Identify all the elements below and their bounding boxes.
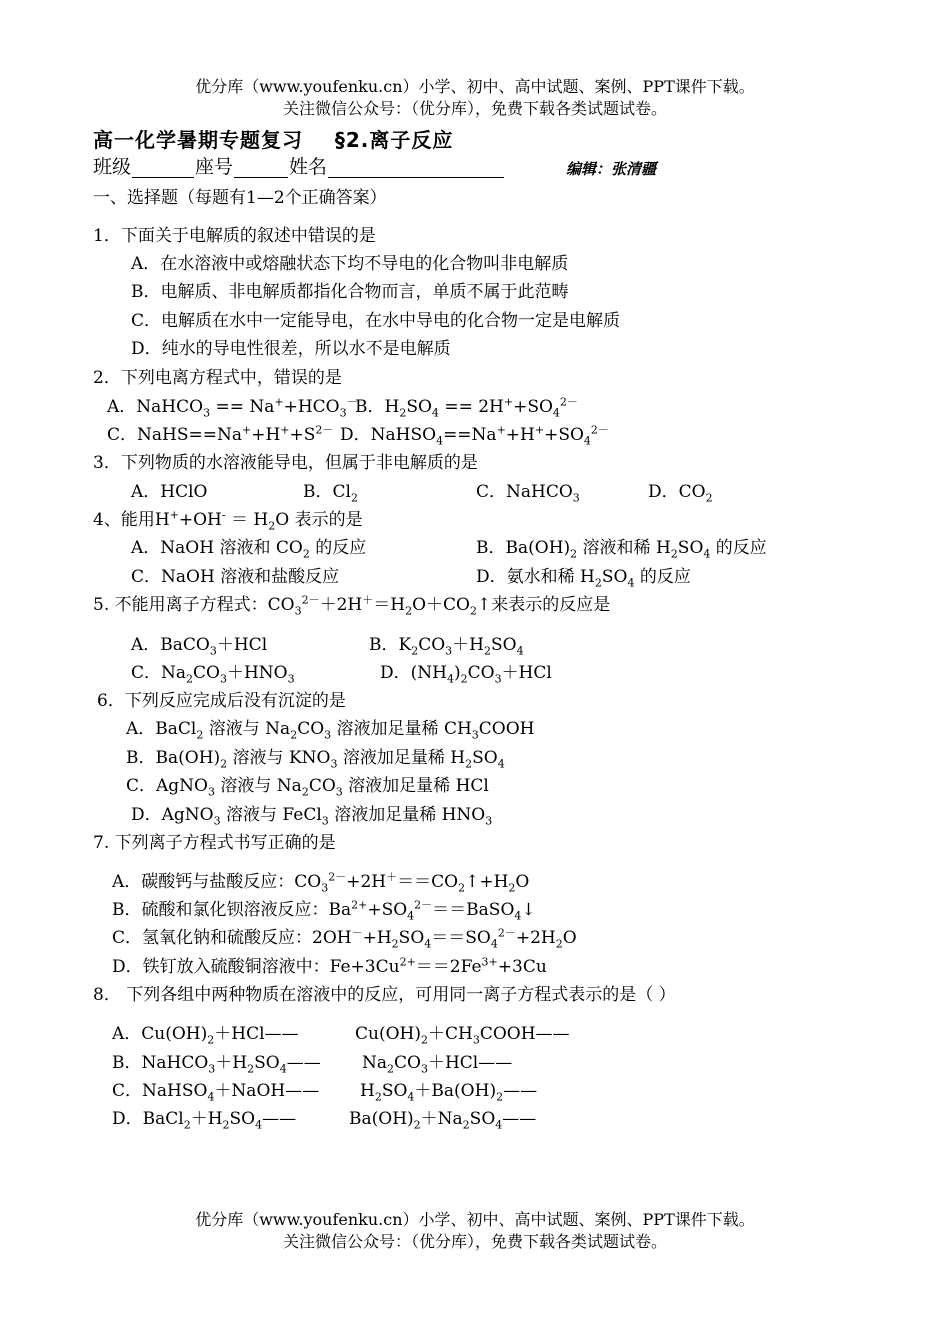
question-6-option-a: A．BaCl$_2$ 溶液与 $Na_2CO_3$ 溶液加足量稀 $CH_3COOH$	[126, 719, 535, 742]
question-8-option-c-left: C．NaHSO$_4$＋NaOH——	[112, 1081, 320, 1104]
question-2-option-b: B．$H_2SO_4 == 2H^++SO_4^{2-}$	[355, 395, 578, 420]
seat-blank[interactable]	[234, 157, 288, 178]
question-2-option-c: C．$NaHS==Na^++H^++S^{2-}$	[107, 423, 334, 445]
question-3-option-d: D．$CO_2$	[648, 482, 713, 505]
question-7-option-a: A．碳酸钙与盐酸反应：$CO_3^{2-}+2H^+==CO_2↑+H_2O$	[112, 870, 530, 895]
question-3-option-b: B．$Cl_2$	[303, 482, 358, 505]
editor-credit: 编辑：张清疆	[566, 160, 657, 178]
question-4-option-a: A．NaOH 溶液和 $CO_2$ 的反应	[131, 538, 367, 561]
question-5-option-d: D．$(NH_4)_2CO_3+HCl$	[380, 663, 552, 686]
header-line-2: 关注微信公众号：（优分库），免费下载各类试题试卷。	[282, 99, 667, 118]
question-6-option-b: B．$Ba(OH)_2$ 溶液与 $KNO_3$ 溶液加足量稀 $H_2SO_4$	[126, 748, 505, 771]
footer-line-1: 优分库（www.youfenku.cn）小学、初中、高中试题、案例、PPT课件下载。	[195, 1210, 755, 1229]
question-8-option-d-left: D．$BaCl_2+H_2SO_4——$	[112, 1109, 297, 1132]
question-1-stem: 1．下面关于电解质的叙述中错误的是	[93, 226, 376, 246]
seat-label: 座号	[195, 156, 234, 178]
question-8-option-a-right: $Cu(OH)_2+CH_3COOH——$	[355, 1024, 570, 1047]
question-3-option-c: C．NaHCO$_3$	[476, 482, 580, 505]
question-1-option-b: B．电解质、非电解质都指化合物而言，单质不属于此范畴	[131, 282, 569, 302]
section-heading: 一、选择题（每题有1—2个正确答案）	[93, 188, 387, 208]
name-label: 姓名	[289, 156, 328, 178]
question-4-option-b: B．$Ba(OH)_2$ 溶液和稀 $H_2SO_4$ 的反应	[476, 538, 767, 561]
class-label: 班级	[93, 156, 132, 178]
question-7-option-c: C．氢氧化钠和硫酸反应：$2OH^-+H_2SO_4==SO_4^{2-}+2H_2O$	[112, 926, 577, 951]
page-title	[93, 129, 453, 151]
question-8-option-a-left: A．$Cu(OH)_2+HCl——$	[112, 1024, 299, 1047]
question-8-stem: 8． 下列各组中两种物质在溶液中的反应，可用同一离子方程式表示的是（ ）	[93, 985, 676, 1005]
question-4-stem: 4、能用$H^++OH^- = H_2O$ 表示的是	[93, 508, 363, 533]
title-section: §2.离子反应	[334, 128, 454, 152]
student-info-row	[93, 156, 505, 178]
header-line-1: 优分库（www.youfenku.cn）小学、初中、高中试题、案例、PPT课件下载。	[195, 77, 755, 96]
question-1-option-d: D．纯水的导电性很差，所以水不是电解质	[131, 339, 451, 359]
question-2-option-a: A．NaHCO$_3$ == $Na^++HCO_3^-$	[107, 395, 358, 420]
question-2-option-d: D．$NaHSO_4==Na^++H^++SO_4^{2-}$	[340, 423, 609, 448]
question-8-option-d-right: $Ba(OH)_2+Na_2SO_4——$	[349, 1109, 537, 1132]
title-main: 高一化学暑期专题复习	[93, 128, 303, 152]
question-8-option-b-left: B．$NaHCO_3+H_2SO_4——$	[112, 1053, 321, 1076]
class-blank[interactable]	[132, 157, 194, 178]
question-5-option-c: C．$Na_2CO_3+HNO_3$	[131, 663, 295, 686]
question-4-option-c: C．NaOH 溶液和盐酸反应	[131, 567, 340, 587]
question-6-stem: 6．下列反应完成后没有沉淀的是	[97, 691, 346, 711]
question-6-option-c: C．AgNO$_3$ 溶液与 $Na_2CO_3$ 溶液加足量稀 HCl	[126, 776, 489, 799]
question-5-option-b: B．$K_2CO_3+H_2SO_4$	[369, 635, 524, 658]
question-1-option-a: A．在水溶液中或熔融状态下均不导电的化合物叫非电解质	[131, 254, 569, 274]
question-1-option-c: C．电解质在水中一定能导电，在水中导电的化合物一定是电解质	[131, 311, 621, 331]
name-blank[interactable]	[328, 157, 504, 178]
question-4-option-d: D．氨水和稀 $H_2SO_4$ 的反应	[476, 567, 691, 590]
question-7-option-d: D．铁钉放入硫酸铜溶液中：$Fe+3Cu^{2+}==2Fe^{3+}+3Cu$	[112, 955, 547, 977]
question-3-option-a: A．HClO	[131, 482, 208, 502]
question-2-stem: 2．下列电离方程式中，错误的是	[93, 368, 342, 388]
question-3-stem: 3．下列物质的水溶液能导电，但属于非电解质的是	[93, 453, 478, 473]
question-8-option-c-right: $H_2SO_4+Ba(OH)_2——$	[360, 1081, 538, 1104]
question-7-stem: 7. 下列离子方程式书写正确的是	[93, 833, 336, 853]
question-5-option-a: A．BaCO$_3$＋HCl	[131, 635, 268, 658]
question-6-option-d: D．AgNO$_3$ 溶液与 FeCl$_3$ 溶液加足量稀 $HNO_3$	[131, 805, 493, 828]
question-7-option-b: B．硫酸和氯化钡溶液反应：$Ba^{2+}+SO_4^{2-}==BaSO_4↓$	[112, 898, 536, 923]
footer-line-2: 关注微信公众号：（优分库），免费下载各类试题试卷。	[282, 1232, 667, 1251]
question-8-option-b-right: $Na_2CO_3+HCl——$	[362, 1053, 513, 1076]
question-5-stem: 5. 不能用离子方程式：$CO_3^{2-}+2H^+=H_2O+CO_2↑$来表示的反应是	[93, 593, 611, 618]
